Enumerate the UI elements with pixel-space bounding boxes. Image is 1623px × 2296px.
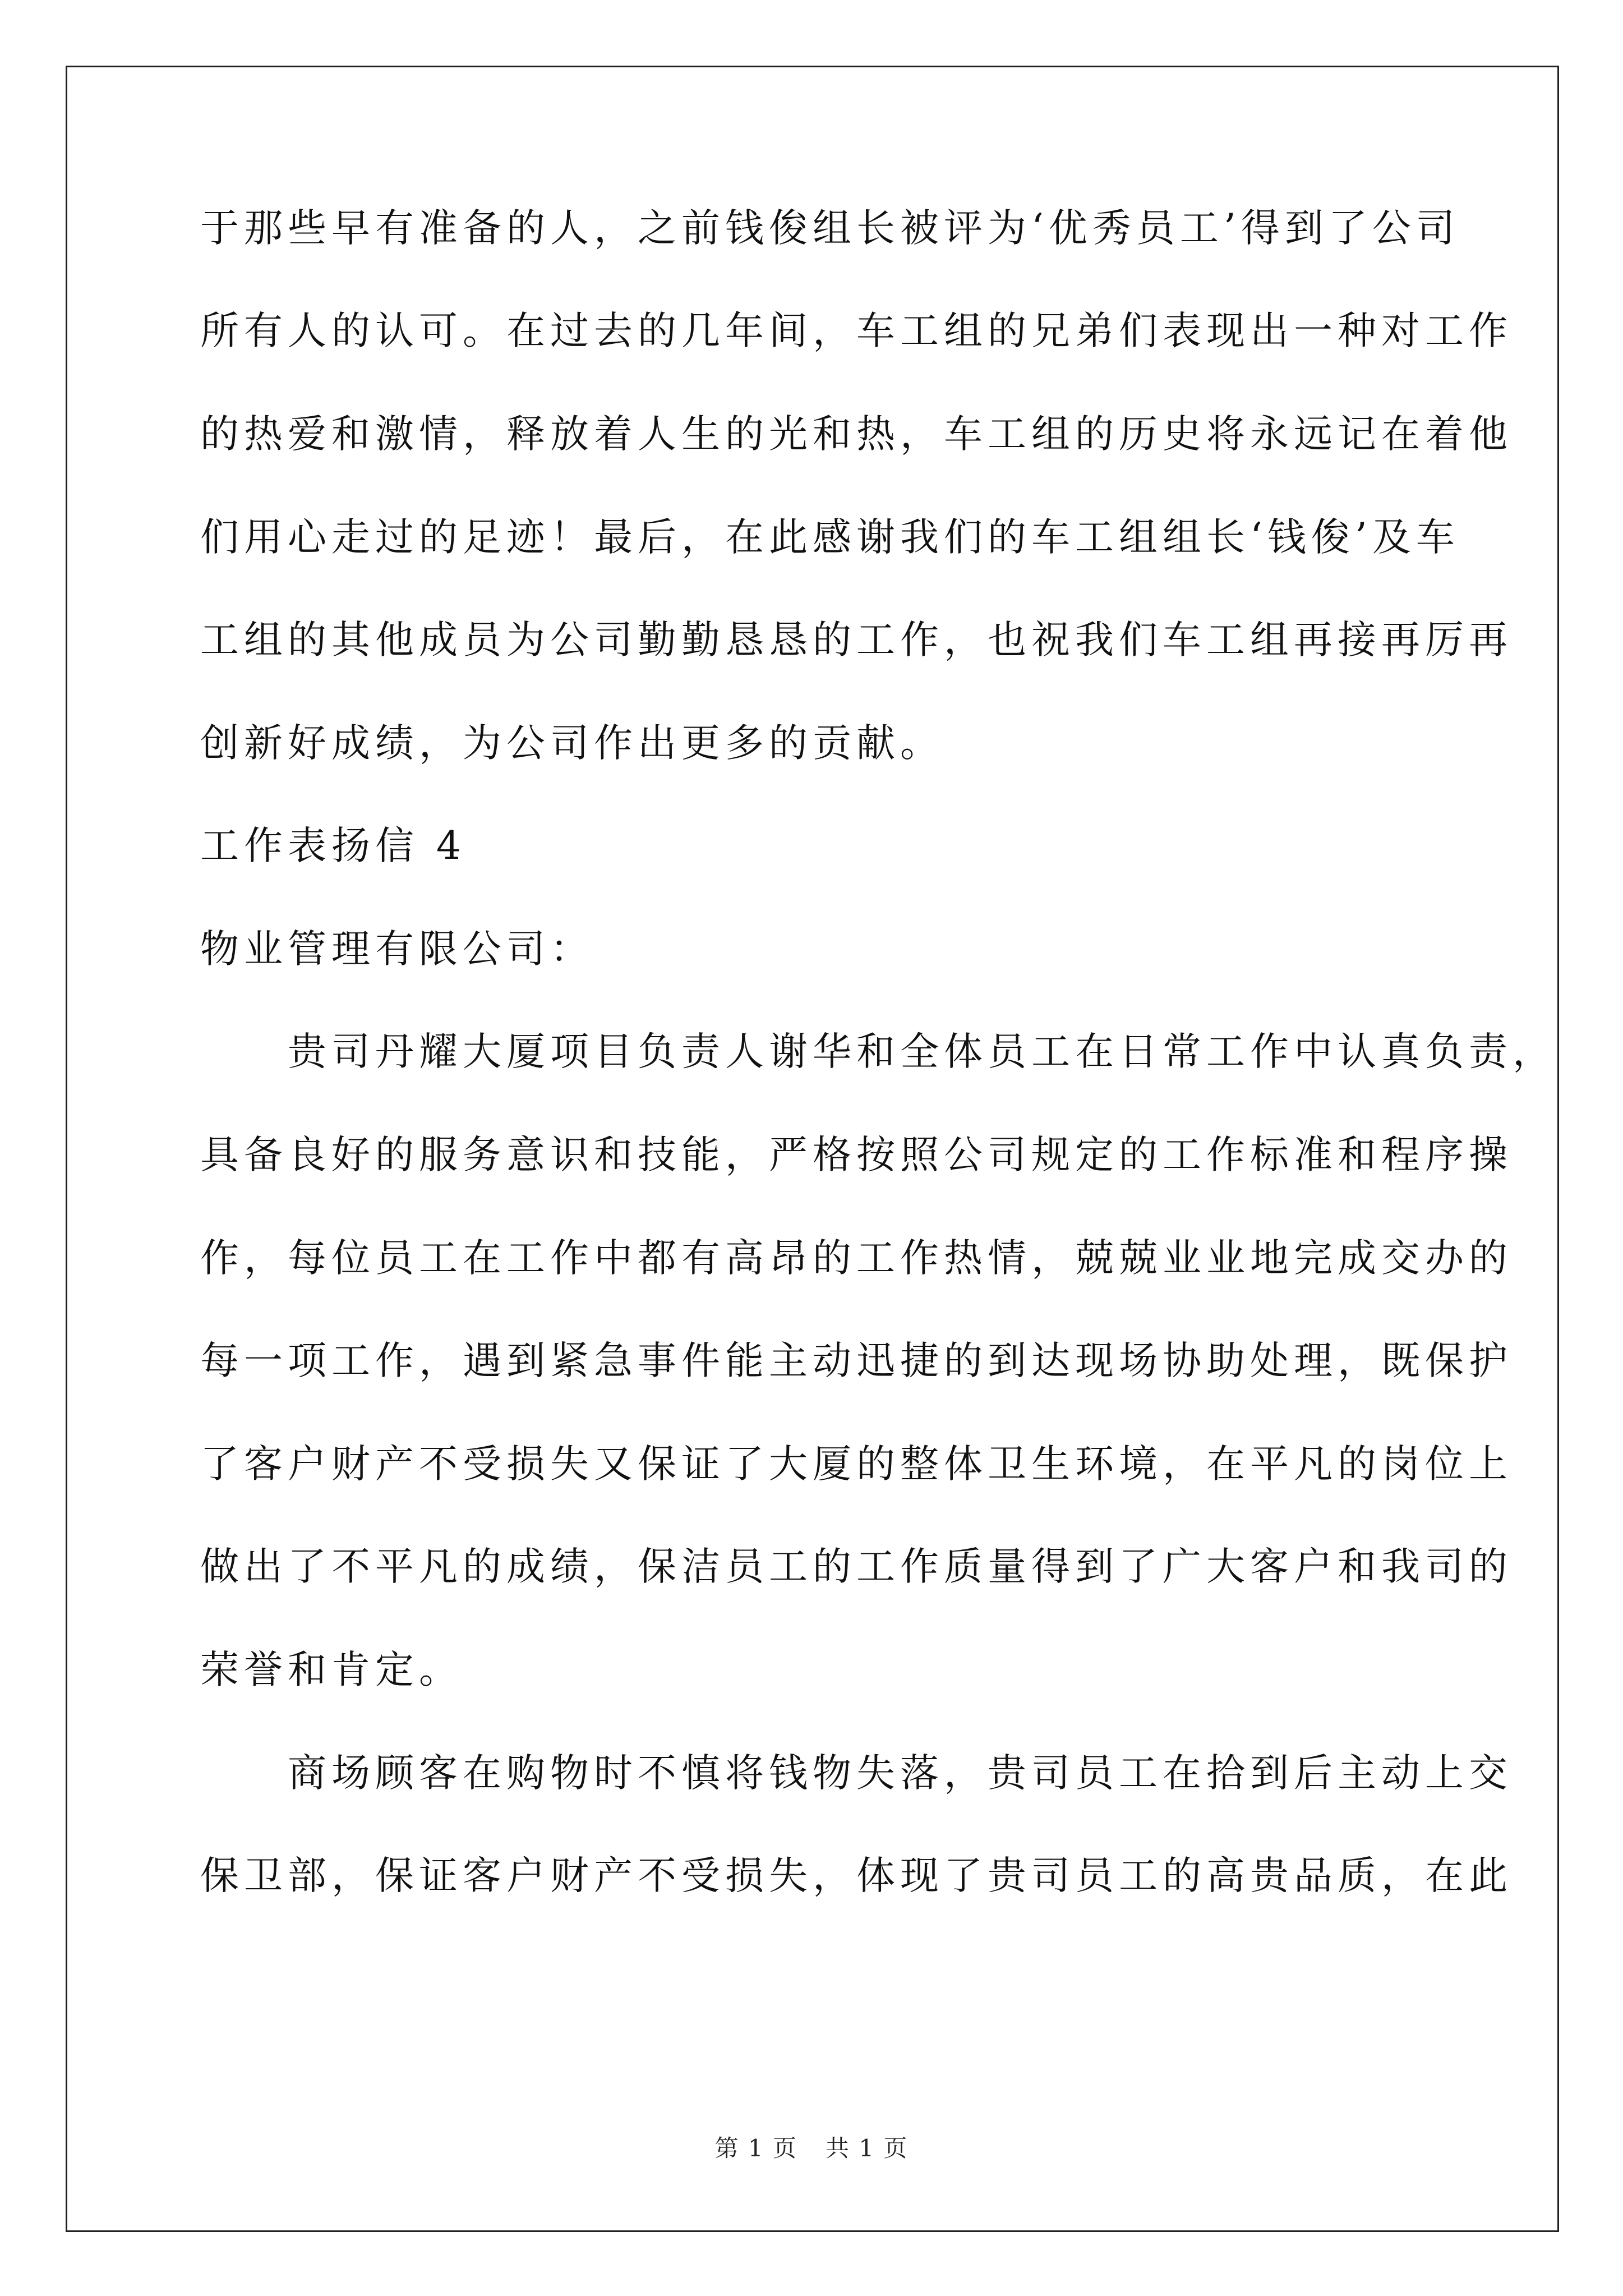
text-line: 于那些早有准备的人，之前钱俊组长被评为‘优秀员工’得到了公司: [200, 206, 1460, 251]
text-line: 贵司丹耀大厦项目负责人谢华和全体员工在日常工作中认真负责，: [200, 1029, 1556, 1074]
text-line: 工组的其他成员为公司勤勤恳恳的工作，也祝我们车工组再接再厉再: [200, 618, 1513, 662]
text-line: 创新好成绩，为公司作出更多的贡献。: [200, 721, 944, 766]
text-line: 每一项工作，遇到紧急事件能主动迅捷的到达现场协助处理，既保护: [200, 1338, 1513, 1383]
page-total: 共 1 页: [826, 2134, 909, 2162]
text-line: 了客户财产不受损失又保证了大厦的整体卫生环境，在平凡的岗位上: [200, 1442, 1513, 1487]
text-line: 荣誉和肯定。: [200, 1648, 463, 1692]
text-line: 们用心走过的足迹！最后，在此感谢我们的车工组组长‘钱俊’及车: [200, 515, 1460, 560]
text-line: 所有人的认可。在过去的几年间，车工组的兄弟们表现出一种对工作: [200, 309, 1513, 353]
text-line: 具备良好的服务意识和技能，严格按照公司规定的工作标准和程序操: [200, 1133, 1513, 1177]
page-footer: [0, 2132, 1623, 2165]
text-line: 保卫部，保证客户财产不受损失，体现了贵司员工的高贵品质，在此: [200, 1853, 1513, 1898]
section-heading: 工作表扬信 4: [200, 823, 466, 868]
text-line: 商场顾客在购物时不慎将钱物失落，贵司员工在拾到后主动上交: [200, 1751, 1513, 1796]
salutation: 物业管理有限公司：: [200, 927, 594, 972]
page-number: 第 1 页: [714, 2134, 797, 2162]
text-line: 的热爱和激情，释放着人生的光和热，车工组的历史将永远记在着他: [200, 412, 1513, 457]
text-line: 做出了不平凡的成绩，保洁员工的工作质量得到了广大客户和我司的: [200, 1544, 1513, 1589]
text-line: 作，每位员工在工作中都有高昂的工作热情，兢兢业业地完成交办的: [200, 1236, 1513, 1281]
